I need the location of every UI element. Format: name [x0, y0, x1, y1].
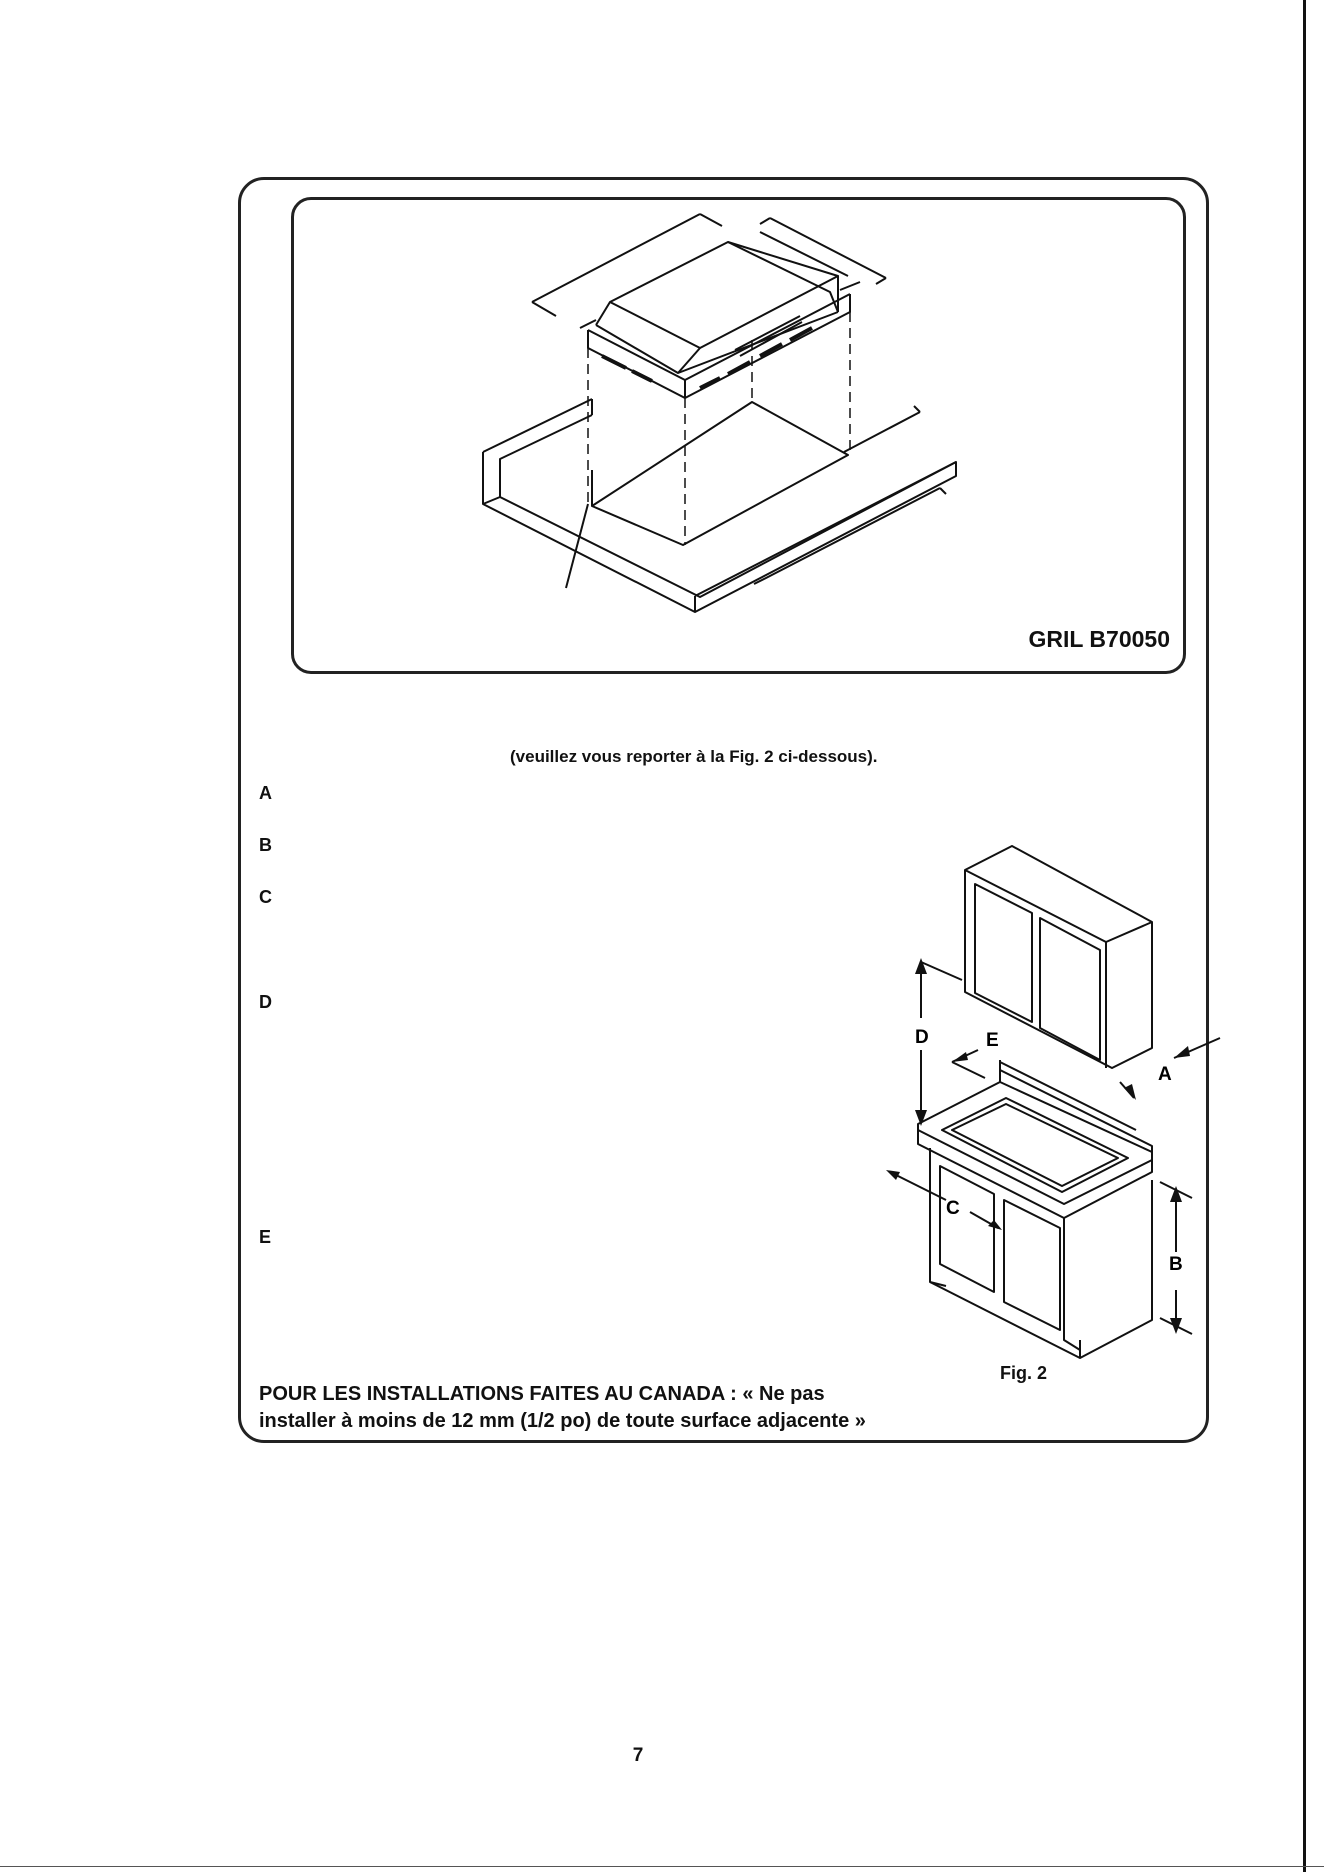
canada-note-line-2: installer à moins de 12 mm (1/2 po) de toute surface adjacente »	[259, 1410, 866, 1432]
figure-reference-note: (veuillez vous reporter à la Fig. 2 ci-dessous).	[510, 747, 878, 766]
clearance-item-d: D	[259, 992, 272, 1012]
fig2-label-a: A	[1158, 1064, 1172, 1085]
clearance-item-a: A	[259, 783, 272, 803]
page-number: 7	[632, 1745, 644, 1766]
clearance-item-b: B	[259, 835, 272, 855]
fig2-caption: Fig. 2	[1000, 1363, 1048, 1383]
fig2-label-b: B	[1169, 1254, 1183, 1275]
fig2-label-d: D	[915, 1027, 929, 1048]
canada-note-line-1: POUR LES INSTALLATIONS FAITES AU CANADA : « Ne pas	[259, 1383, 825, 1405]
clearance-item-c: C	[259, 887, 272, 907]
fig2-label-e: E	[986, 1030, 999, 1051]
grill-model-label: GRIL B70050	[1028, 626, 1170, 652]
fig2-label-c: C	[946, 1198, 960, 1219]
canada-clearance-note	[259, 1381, 959, 1435]
clearance-item-e: E	[259, 1227, 272, 1247]
